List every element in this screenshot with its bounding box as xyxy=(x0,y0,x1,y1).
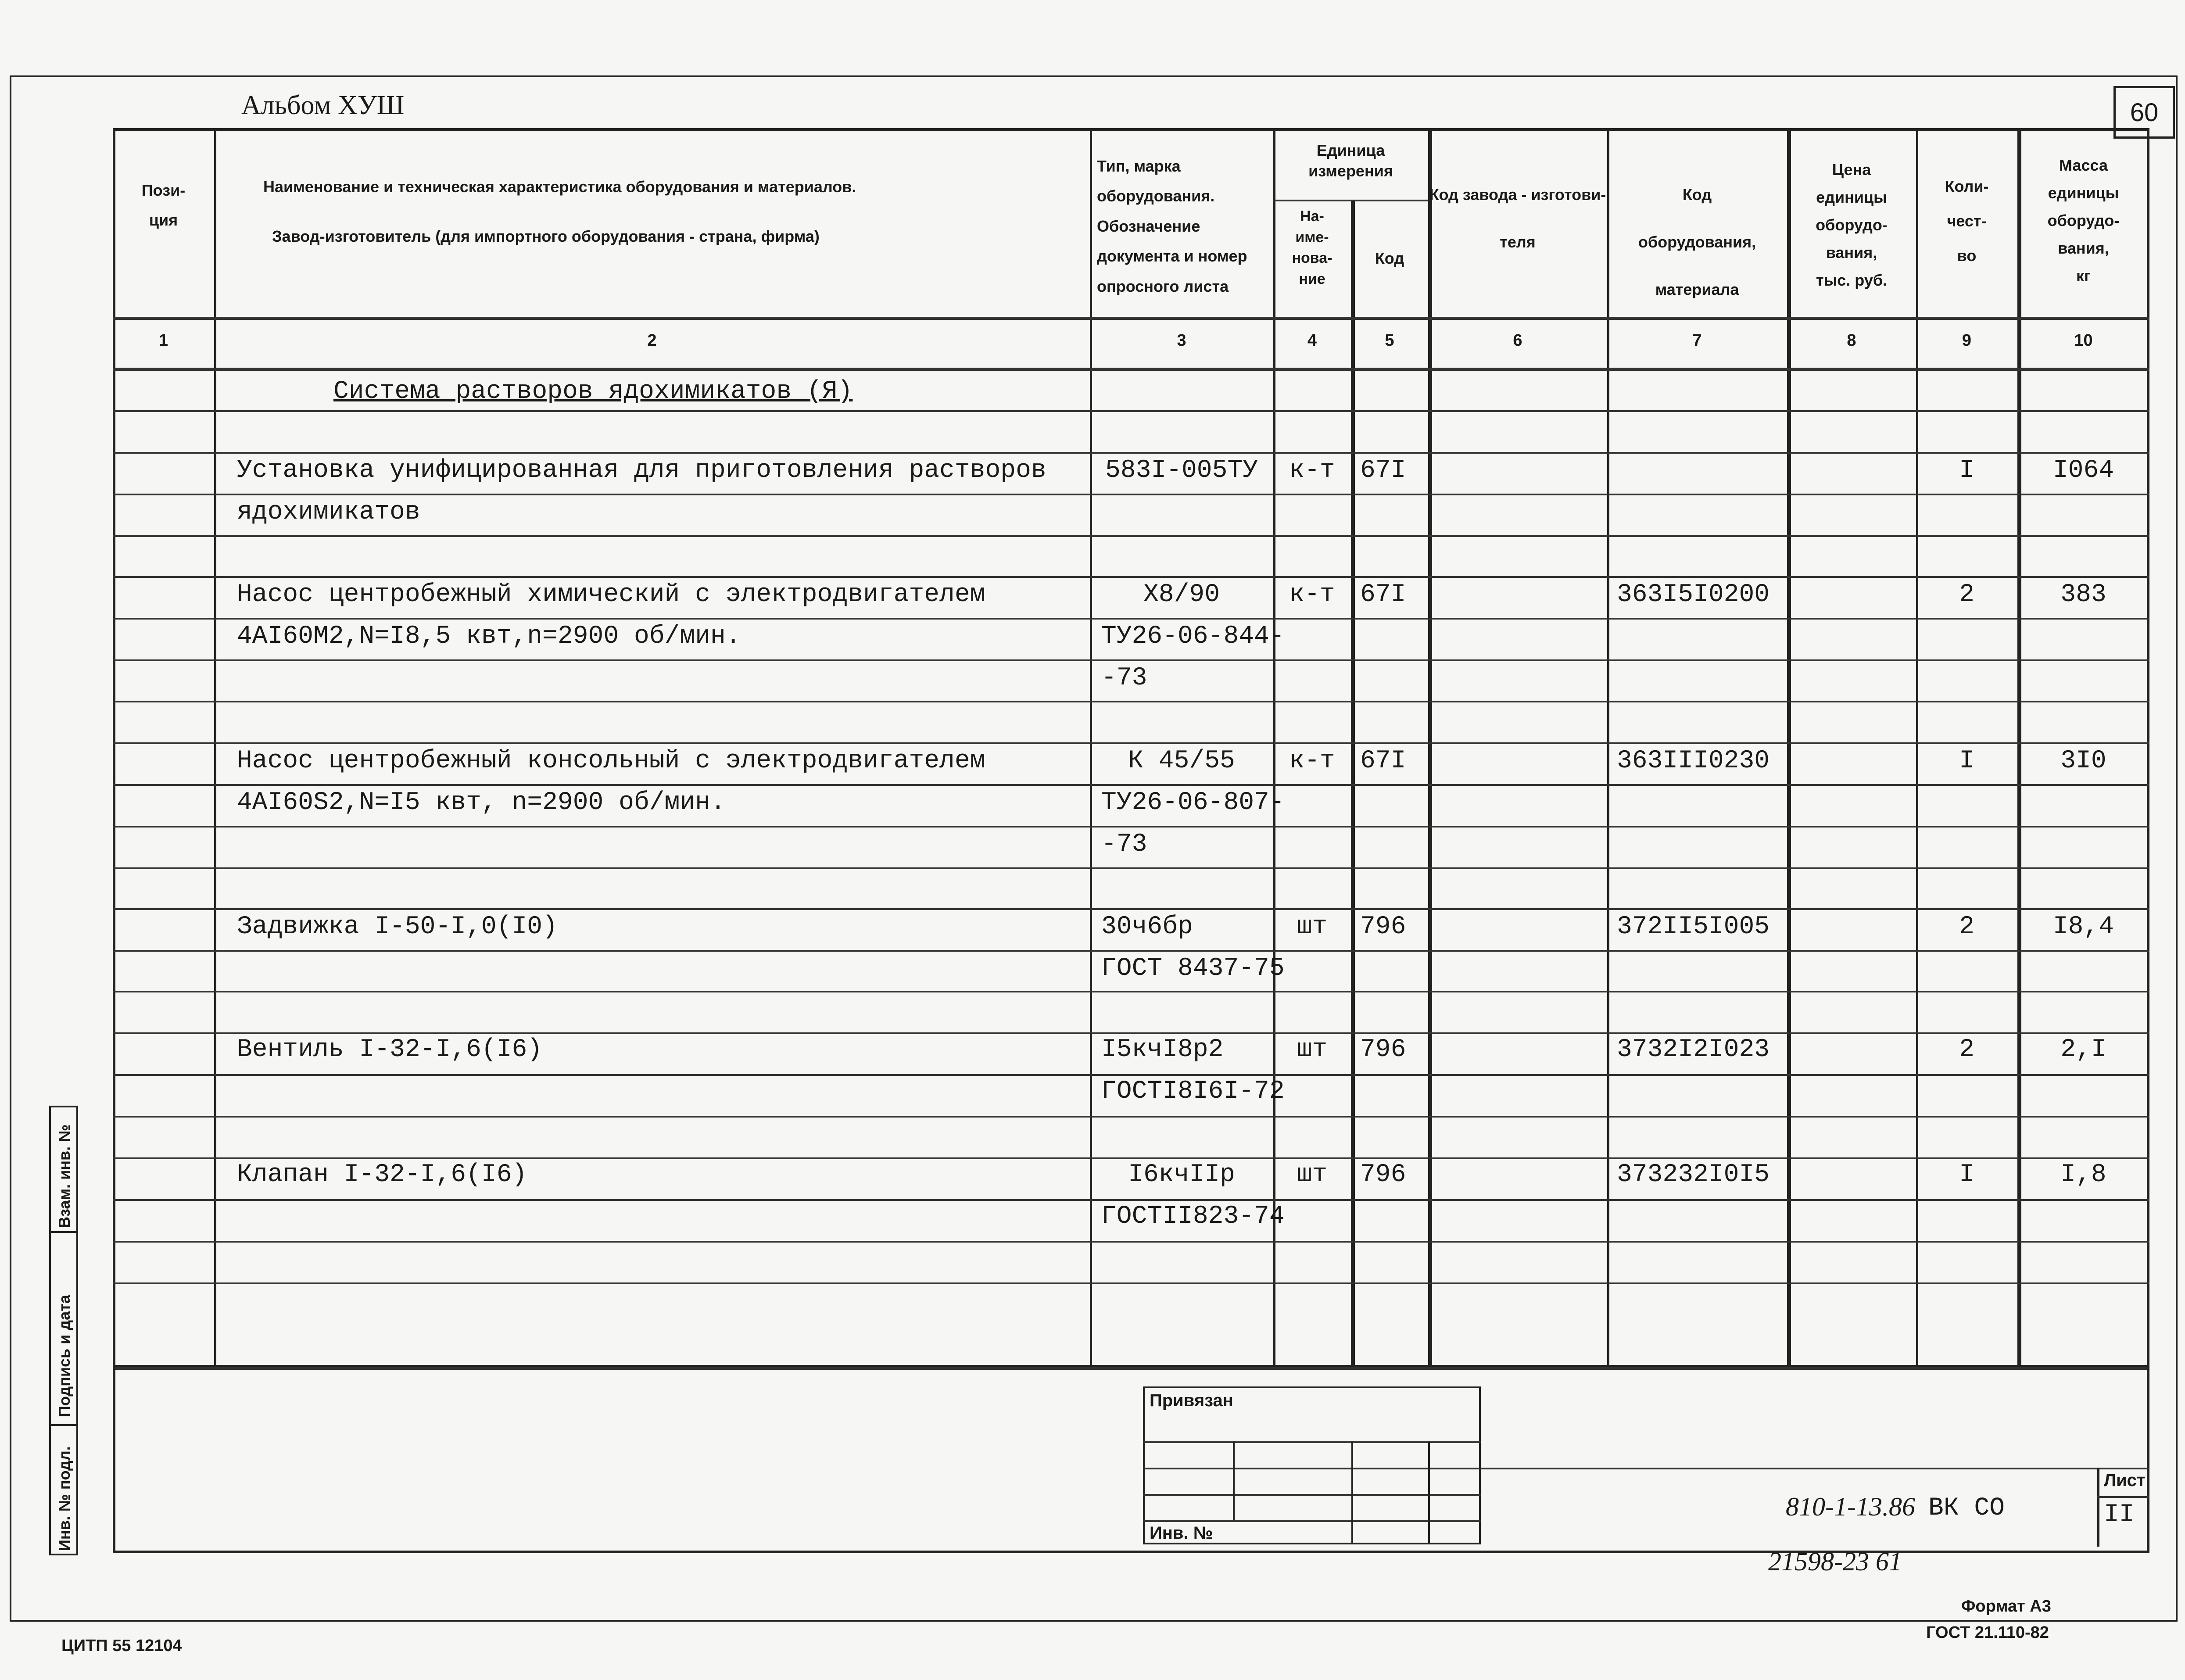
side-cell-replaced-inv xyxy=(49,1106,78,1233)
row-equipment-code: 372II5I005 xyxy=(1617,913,1770,941)
row-equipment-code: 363I5I0200 xyxy=(1617,580,1770,609)
header-position: Пози- ция xyxy=(141,181,186,229)
sheet-number: II xyxy=(2104,1501,2135,1529)
row-type-cont: -73 xyxy=(1101,664,1147,692)
row-type: 583I-005ТУ xyxy=(1105,456,1258,485)
row-quantity: I xyxy=(1959,456,1974,485)
row-line xyxy=(113,1074,2149,1076)
row-line xyxy=(113,618,2149,620)
side-cell-original-inv xyxy=(49,1426,78,1555)
handwritten-number: 21598-23 61 xyxy=(1768,1547,1902,1576)
header-mass: Масса единицы оборудо- вания, кг xyxy=(2047,156,2120,285)
row-line xyxy=(113,908,2149,910)
row-name: Клапан I-32-I,6(I6) xyxy=(237,1161,527,1189)
row-name: Вентиль I-32-I,6(I6) xyxy=(237,1035,543,1064)
row-unit-code: 796 xyxy=(1360,913,1406,941)
side-cell-signature xyxy=(49,1233,78,1426)
row-type: I6кчIIр xyxy=(1128,1161,1235,1189)
stamp-divider xyxy=(1428,1441,1430,1544)
col-number: 5 xyxy=(1385,331,1394,350)
row-mass: I8,4 xyxy=(2052,913,2114,941)
row-mass: I,8 xyxy=(2060,1161,2106,1189)
col-divider xyxy=(1351,200,1355,1368)
side-label-signature: Подпись и дата xyxy=(55,1295,73,1417)
header-name-line2: Завод-изготовитель (для импортного оборудования - страна, фирма) xyxy=(272,227,820,245)
header-quantity: Коли- чест- во xyxy=(1945,177,1989,265)
row-type-cont: ГОСТII823-74 xyxy=(1101,1202,1285,1231)
header-bottom xyxy=(113,317,2149,320)
title-block xyxy=(113,1367,2149,1553)
row-type: 30ч6бр xyxy=(1101,913,1193,941)
row-unit: к-т xyxy=(1289,747,1335,775)
row-type: К 45/55 xyxy=(1128,747,1235,775)
row-name-cont: ядохимикатов xyxy=(237,498,420,527)
row-line xyxy=(113,410,2149,412)
col-divider xyxy=(1428,128,1432,1368)
col-number: 6 xyxy=(1513,331,1522,350)
col-number: 2 xyxy=(647,331,657,350)
row-equipment-code: 363III0230 xyxy=(1617,747,1770,775)
row-line xyxy=(113,826,2149,827)
stamp-line xyxy=(1143,1441,1481,1443)
col-divider xyxy=(1787,128,1791,1368)
row-unit-code: 67I xyxy=(1360,456,1406,485)
row-unit: шт xyxy=(1297,1161,1328,1189)
row-line xyxy=(113,576,2149,578)
header-name-line1: Наименование и техническая характеристика оборудования и материалов. xyxy=(263,178,856,196)
gost-label: ГОСТ 21.110-82 xyxy=(1926,1623,2049,1642)
header-type: Тип, марка оборудования. Обозначение документа и номер опросного листа xyxy=(1097,157,1247,295)
header-equipment-code: Код оборудования, материала xyxy=(1638,186,1756,298)
row-line xyxy=(113,867,2149,869)
inv-label: Инв. № xyxy=(1150,1523,1213,1543)
header-plant-code: Код завода - изготови- теля xyxy=(1429,186,1606,251)
row-name: Установка унифицированная для приготовления растворов xyxy=(237,456,1046,485)
row-line xyxy=(113,1241,2149,1243)
row-unit: шт xyxy=(1297,913,1328,941)
row-type-cont: ГОСТ 8437-75 xyxy=(1101,954,1285,983)
row-name: Насос центробежный консольный с электродвигателем xyxy=(237,747,985,775)
row-name: Насос центробежный химический с электродвигателем xyxy=(237,580,985,609)
row-quantity: I xyxy=(1959,1161,1974,1189)
row-line xyxy=(113,659,2149,661)
row-equipment-code: 373232I0I5 xyxy=(1617,1161,1770,1189)
col-number: 3 xyxy=(1177,331,1186,350)
section-title: Система растворов ядохимикатов (Я) xyxy=(333,377,853,406)
col-number: 9 xyxy=(1962,331,1972,350)
row-unit: к-т xyxy=(1289,580,1335,609)
row-line xyxy=(113,494,2149,495)
row-unit-code: 796 xyxy=(1360,1035,1406,1064)
sheet-line xyxy=(2097,1496,2149,1498)
citp-label: ЦИТП 55 12104 xyxy=(61,1637,182,1655)
col-divider xyxy=(1607,128,1609,1368)
row-quantity: 2 xyxy=(1959,1035,1974,1064)
col-number: 10 xyxy=(2074,331,2093,350)
format-label: Формат А3 xyxy=(1961,1597,2051,1616)
row-unit: к-т xyxy=(1289,456,1335,485)
col-divider xyxy=(214,128,216,1368)
row-line xyxy=(113,701,2149,702)
binding-label: Привязан xyxy=(1150,1391,1233,1410)
row-quantity: I xyxy=(1959,747,1974,775)
header-price: Цена единицы оборудо- вания, тыс. руб. xyxy=(1816,161,1888,289)
stamp-divider xyxy=(1351,1441,1353,1544)
side-label-original-inv: Инв. № подл. xyxy=(55,1446,73,1551)
stamp-divider xyxy=(1233,1441,1235,1520)
unit-header-divider xyxy=(1273,200,1428,201)
stamp-line xyxy=(1143,1494,1481,1496)
row-name: Задвижка I-50-I,0(I0) xyxy=(237,913,558,941)
row-line xyxy=(113,1116,2149,1118)
row-type-cont: -73 xyxy=(1101,830,1147,859)
row-line xyxy=(113,1157,2149,1159)
title-block-line xyxy=(1481,1468,2149,1469)
document-code: 810-1-13.86 xyxy=(1786,1492,1915,1521)
row-line xyxy=(113,535,2149,537)
header-unit: Единица измерения xyxy=(1308,141,1393,180)
stamp-line xyxy=(1143,1520,1481,1522)
row-mass: I064 xyxy=(2052,456,2114,485)
col-number: 8 xyxy=(1847,331,1856,350)
col-number: 4 xyxy=(1307,331,1317,350)
row-unit-code: 796 xyxy=(1360,1161,1406,1189)
row-type: I5кчI8р2 xyxy=(1101,1035,1224,1064)
row-line xyxy=(113,784,2149,786)
header-unit-code: Код xyxy=(1375,249,1404,267)
row-mass: 2,I xyxy=(2060,1035,2106,1064)
side-label-replaced-inv: Взам. инв. № xyxy=(55,1124,73,1228)
row-line xyxy=(113,1282,2149,1284)
album-title: Альбом ХУШ xyxy=(241,90,405,120)
row-mass: 3I0 xyxy=(2060,747,2106,775)
stamp-line xyxy=(1143,1468,1481,1469)
row-unit-code: 67I xyxy=(1360,580,1406,609)
row-equipment-code: 3732I2I023 xyxy=(1617,1035,1770,1064)
row-type-cont: ГОСТI8I6I-72 xyxy=(1101,1077,1285,1106)
col-number: 1 xyxy=(158,331,168,350)
row-line xyxy=(113,452,2149,454)
numbers-bottom xyxy=(113,368,2149,371)
sheet-label: Лист xyxy=(2104,1471,2146,1490)
row-type: Х8/90 xyxy=(1143,580,1220,609)
row-type-cont: ТУ26-06-807- xyxy=(1101,788,1285,817)
row-line xyxy=(113,1032,2149,1034)
row-line xyxy=(113,950,2149,952)
row-line xyxy=(113,991,2149,992)
row-unit-code: 67I xyxy=(1360,747,1406,775)
row-quantity: 2 xyxy=(1959,913,1974,941)
page-number: 60 xyxy=(2113,86,2175,139)
row-line xyxy=(113,742,2149,744)
header-unit-name: На- име- нова- ние xyxy=(1292,208,1332,287)
row-quantity: 2 xyxy=(1959,580,1974,609)
col-number: 7 xyxy=(1692,331,1702,350)
row-type-cont: ТУ26-06-844- xyxy=(1101,622,1285,651)
row-name-cont: 4АI60М2,N=I8,5 квт,n=2900 об/мин. xyxy=(237,622,741,651)
row-line xyxy=(113,1199,2149,1201)
row-unit: шт xyxy=(1297,1035,1328,1064)
document-suffix: ВК СО xyxy=(1928,1494,2005,1522)
row-mass: 383 xyxy=(2060,580,2106,609)
row-name-cont: 4АI60S2,N=I5 квт, n=2900 об/мин. xyxy=(237,788,726,817)
